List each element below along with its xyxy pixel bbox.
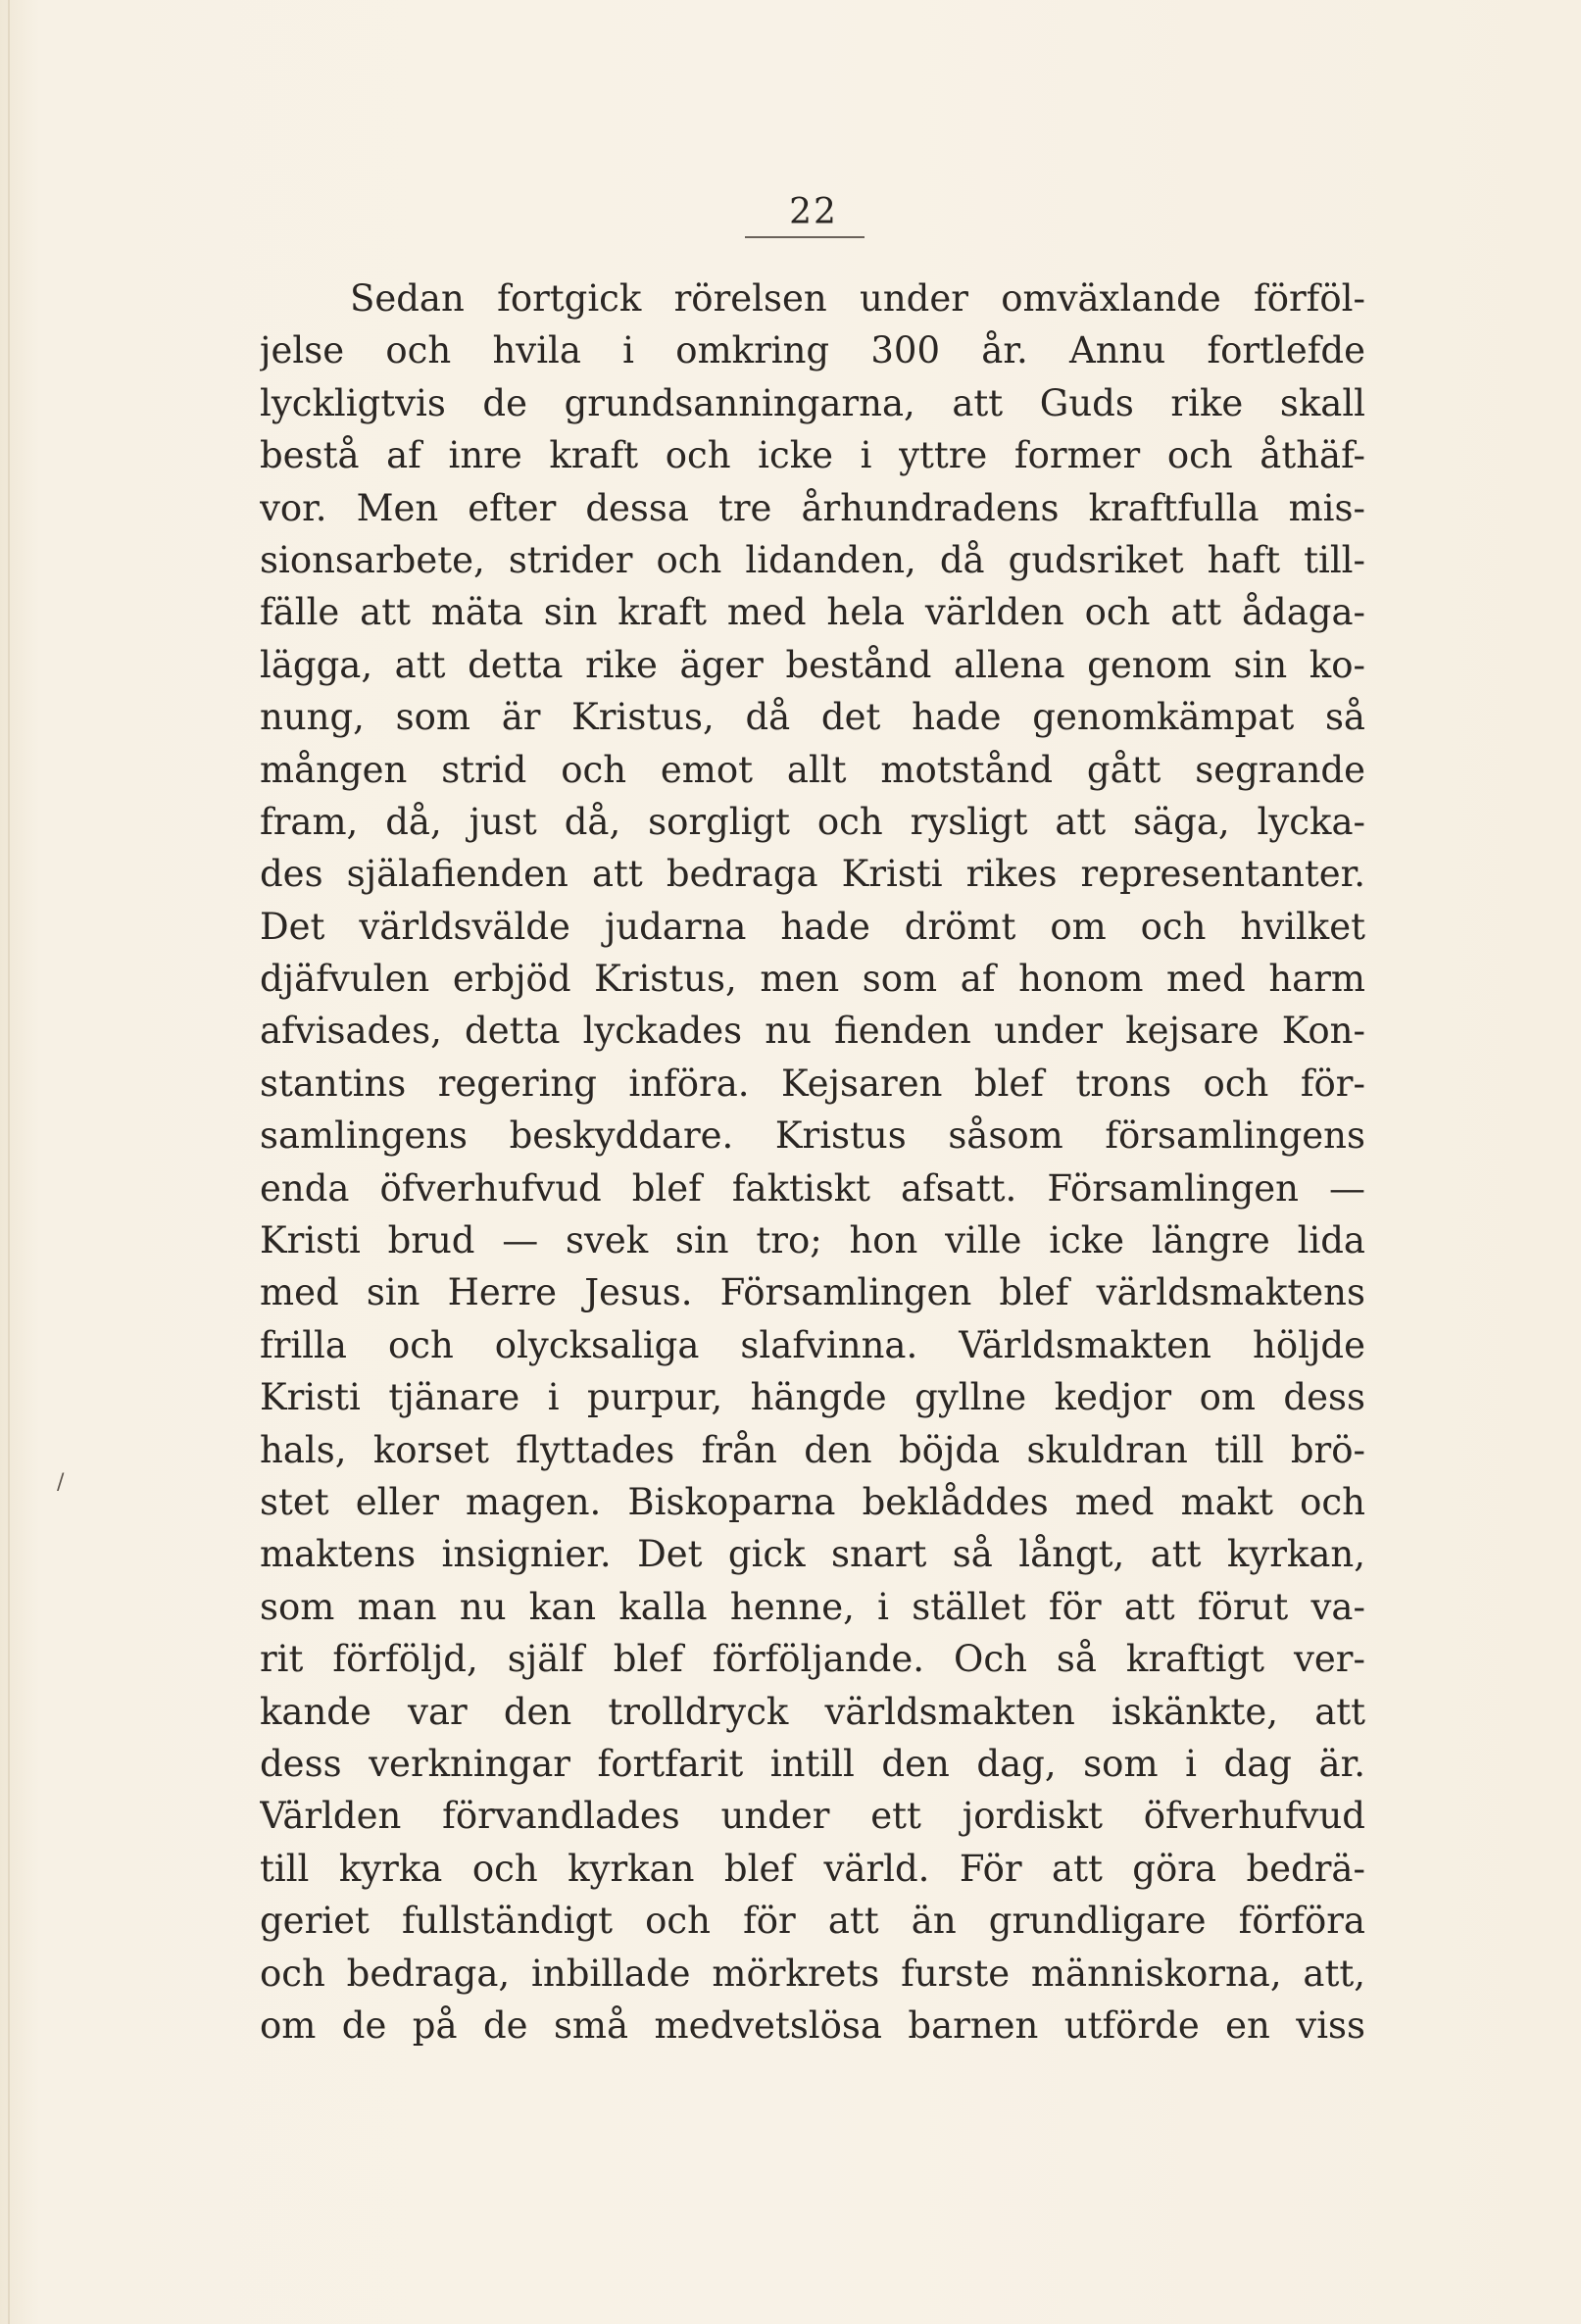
text-line: jelse och hvila i omkring 300 år. Annu fortlefde	[260, 329, 1365, 372]
text-line: mången strid och emot allt motstånd gått segrande	[260, 748, 1365, 791]
text-line: Världen förvandlades under ett jordiskt öfverhufvud	[260, 1795, 1365, 1838]
text-line: och bedraga, inbillade mörkrets furste människorna, att,	[260, 1952, 1365, 1995]
text-line: sionsarbete, strider och lidanden, då gudsriket haft till-	[260, 538, 1365, 581]
text-line: som man nu kan kalla henne, i stället för att förut va-	[260, 1585, 1365, 1628]
text-line: stantins regering införa. Kejsaren blef trons och för-	[260, 1062, 1365, 1105]
text-line: till kyrka och kyrkan blef värld. För att göra bedrä-	[260, 1847, 1365, 1890]
text-line: hals, korset flyttades från den böjda skuldran till brö-	[260, 1428, 1365, 1471]
text-line: nung, som är Kristus, då det hade genomkämpat så	[260, 696, 1365, 739]
text-line: vor. Men efter dessa tre århundradens kraftfulla mis-	[260, 486, 1365, 529]
text-line: med sin Herre Jesus. Församlingen blef världsmaktens	[260, 1271, 1365, 1314]
page-edge	[8, 0, 10, 2324]
text-line: samlingens beskyddare. Kristus såsom församlingens	[260, 1114, 1365, 1158]
page-number: 22	[789, 192, 838, 232]
text-line: rit förföljd, själf blef förföljande. Och så kraftigt ver-	[260, 1638, 1365, 1681]
text-line: Sedan fortgick rörelsen under omväxlande förföl-	[350, 277, 1365, 320]
text-line: maktens insignier. Det gick snart så långt, att kyrkan,	[260, 1533, 1365, 1576]
text-line: kande var den trolldryck världsmakten iskänkte, att	[260, 1690, 1365, 1733]
text-line: des själafienden att bedraga Kristi rikes representanter.	[260, 853, 1365, 896]
text-line: om de på de små medvetslösa barnen utförde en viss	[260, 2003, 1365, 2047]
text-line: fram, då, just då, sorgligt och rysligt att säga, lycka-	[260, 800, 1365, 843]
text-line: bestå af inre kraft och icke i yttre former och åthäf-	[260, 434, 1365, 477]
text-line: geriet fullständigt och för att än grundligare förföra	[260, 1900, 1365, 1943]
text-line: frilla och olycksaliga slafvinna. Världsmakten höljde	[260, 1323, 1365, 1366]
text-line: fälle att mäta sin kraft med hela världen och att ådaga-	[260, 591, 1365, 634]
text-line: Kristi tjänare i purpur, hängde gyllne kedjor om dess	[260, 1376, 1365, 1419]
margin-mark: /	[57, 1470, 65, 1495]
text-line: enda öfverhufvud blef faktiskt afsatt. Församlingen —	[260, 1166, 1365, 1210]
page-number-rule	[745, 236, 865, 238]
text-line: Det världsvälde judarna hade drömt om och hvilket	[260, 905, 1365, 948]
text-line: stet eller magen. Biskoparna beklåddes med makt och	[260, 1480, 1365, 1523]
text-line: lägga, att detta rike äger bestånd allena genom sin ko-	[260, 643, 1365, 686]
body-paragraph	[260, 272, 1365, 2052]
text-line: afvisades, detta lyckades nu fienden under kejsare Kon-	[260, 1010, 1365, 1053]
text-line: Kristi brud — svek sin tro; hon ville icke längre lida	[260, 1219, 1365, 1262]
text-line: lyckligtvis de grundsanningarna, att Guds rike skall	[260, 381, 1365, 424]
text-line: djäfvulen erbjöd Kristus, men som af honom med harm	[260, 958, 1365, 1001]
text-line: dess verkningar fortfarit intill den dag, som i dag är.	[260, 1742, 1365, 1785]
